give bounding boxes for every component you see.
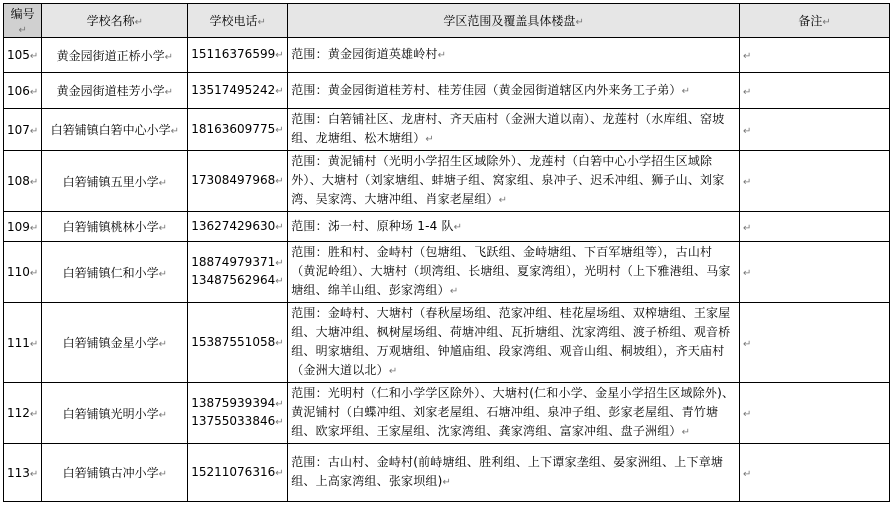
row-note: ↵ <box>740 444 890 502</box>
header-school-name: 学校名称↵ <box>42 4 188 38</box>
header-note: 备注↵ <box>740 4 890 38</box>
table-row <box>4 303 890 383</box>
row-number: 112↵ <box>4 383 42 444</box>
table-row <box>4 383 890 444</box>
row-note: ↵ <box>740 212 890 242</box>
row-note: ↵ <box>740 109 890 151</box>
row-school-name: 黄金园街道桂芳小学↵ <box>42 73 188 109</box>
row-scope: 范围：黄泥铺村（光明小学招生区域除外）、龙莲村（白箬中心小学招生区域除外）、大塘村（刘家塘组、蚌塘子组、窝家组、泉冲子、迟禾冲组、狮子山、刘家湾、吴家湾、大塘冲组、肖家老屋组）↵ <box>288 151 740 212</box>
row-note: ↵ <box>740 73 890 109</box>
row-note: ↵ <box>740 303 890 383</box>
table-row <box>4 38 890 73</box>
row-note: ↵ <box>740 383 890 444</box>
table-row <box>4 151 890 212</box>
row-scope: 范围：黄金园街道英雄岭村↵ <box>288 38 740 73</box>
row-phone: 15116376599↵ <box>188 38 288 73</box>
row-scope: 范围：泲一村、原种场 1-4 队↵ <box>288 212 740 242</box>
row-note: ↵ <box>740 38 890 73</box>
row-number: 108↵ <box>4 151 42 212</box>
row-phone: 15387551058↵ <box>188 303 288 383</box>
row-school-name: 白箬铺镇桃林小学↵ <box>42 212 188 242</box>
row-scope: 范围：古山村、金峙村(前峙塘组、胜利组、上下谭家垄组、晏家洲组、上下章塘组、上高家湾组、张家坝组)↵ <box>288 444 740 502</box>
row-phone: 18163609775↵ <box>188 109 288 151</box>
row-phone: 13517495242↵ <box>188 73 288 109</box>
row-number: 109↵ <box>4 212 42 242</box>
row-scope: 范围：金峙村、大塘村（春秋屋场组、范家冲组、桂花屋场组、双榨塘组、王家屋组、大塘冲组、枫树屋场组、荷塘冲组、瓦折塘组、沈家湾组、渡子桥组、观音桥组、明家塘组、万观塘组、钟馗庙组、段家湾组、观音山组、桐坡组），齐天庙村（金洲大道以北）↵ <box>288 303 740 383</box>
row-school-name: 黄金园街道正桥小学↵ <box>42 38 188 73</box>
row-scope: 范围：黄金园街道桂芳村、桂芳佳园（黄金园街道辖区内外来务工子弟）↵ <box>288 73 740 109</box>
table-row <box>4 109 890 151</box>
row-phone: 17308497968↵ <box>188 151 288 212</box>
row-number: 107↵ <box>4 109 42 151</box>
row-school-name: 白箬铺镇白箬中心小学↵ <box>42 109 188 151</box>
row-note: ↵ <box>740 242 890 303</box>
header-district-scope: 学区范围及覆盖具体楼盘↵ <box>288 4 740 38</box>
row-school-name: 白箬铺镇古冲小学↵ <box>42 444 188 502</box>
row-school-name: 白箬铺镇五里小学↵ <box>42 151 188 212</box>
row-phone: 13875939394↵ 13755033846↵ <box>188 383 288 444</box>
row-scope: 范围：白箬铺社区、龙唐村、齐天庙村（金洲大道以南）、龙莲村（水库组、窑坡组、龙塘组、松木塘组）↵ <box>288 109 740 151</box>
row-phone: 15211076316↵ <box>188 444 288 502</box>
row-number: 106↵ <box>4 73 42 109</box>
row-school-name: 白箬铺镇仁和小学↵ <box>42 242 188 303</box>
row-school-name: 白箬铺镇金星小学↵ <box>42 303 188 383</box>
row-number: 110↵ <box>4 242 42 303</box>
row-scope: 范围：光明村（仁和小学学区除外）、大塘村(仁和小学、金星小学招生区域除外)、黄泥铺村（白蝶冲组、刘家老屋组、石塘冲组、泉冲子组、彭家老屋组、青竹塘组、欧家坪组、王家屋组、沈家湾组、龚家湾组、富家冲组、盘子洲组）↵ <box>288 383 740 444</box>
row-number: 113↵ <box>4 444 42 502</box>
table-row <box>4 242 890 303</box>
row-school-name: 白箬铺镇光明小学↵ <box>42 383 188 444</box>
header-number: 编号↵ <box>4 4 42 38</box>
table-row <box>4 444 890 502</box>
header-school-phone: 学校电话↵ <box>188 4 288 38</box>
table-row <box>4 212 890 242</box>
row-number: 111↵ <box>4 303 42 383</box>
row-phone: 18874979371↵ 13487562964↵ <box>188 242 288 303</box>
school-district-table <box>3 3 890 502</box>
row-number: 105↵ <box>4 38 42 73</box>
row-phone: 13627429630↵ <box>188 212 288 242</box>
row-scope: 范围：胜和村、金峙村（包塘组、飞跃组、金峙塘组、下百军塘组等），古山村（黄泥岭组）、大塘村（坝湾组、长塘组、夏家湾组），光明村（上下雅港组、马家塘组、绵羊山组、彭家湾组）↵ <box>288 242 740 303</box>
table-row <box>4 73 890 109</box>
row-note: ↵ <box>740 151 890 212</box>
table-header-row <box>4 4 890 38</box>
